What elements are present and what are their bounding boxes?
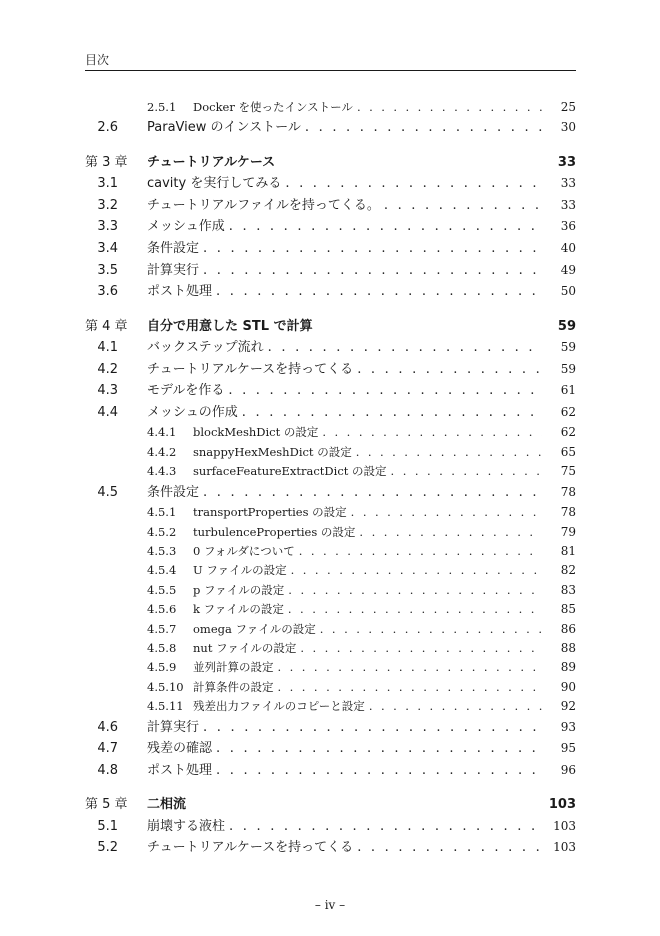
toc-entry-title: 残差出力ファイルのコピーと設定 [193, 699, 365, 714]
toc-entry-page: 103 [553, 818, 576, 833]
toc-entry-title: turbulenceProperties の設定 [193, 524, 356, 539]
toc-entry-number: 2.6 [97, 120, 118, 136]
dot-leader [216, 281, 542, 303]
toc-entry-number: 4.7 [97, 741, 118, 757]
toc-entry-title: ポスト処理 [147, 284, 213, 300]
toc-entry-page: 33 [560, 176, 576, 191]
toc-section-entry[interactable] [85, 359, 576, 381]
toc-entry-title: snappyHexMeshDict の設定 [193, 444, 352, 459]
toc-entry-page: 85 [560, 602, 576, 617]
toc-entry-title: surfaceFeatureExtractDict の設定 [193, 464, 387, 479]
toc-entry-page: 30 [560, 120, 576, 135]
toc-section-entry[interactable] [85, 816, 576, 838]
toc-entry-page: 82 [560, 563, 576, 578]
dot-leader [229, 216, 542, 238]
dot-leader [285, 173, 542, 195]
toc-entry-number: 4.5.7 [147, 621, 177, 636]
toc-section-entry[interactable] [85, 195, 576, 217]
toc-entry-page: 61 [560, 383, 576, 398]
dot-leader [320, 620, 542, 639]
toc-entry-page: 89 [560, 660, 576, 675]
toc-entry-number: 4.5.6 [147, 602, 177, 617]
toc-entry-title: ParaView のインストール [147, 120, 301, 136]
dot-leader [288, 581, 542, 600]
toc-entry-page: 90 [560, 679, 576, 694]
toc-entry-title: 計算実行 [147, 262, 200, 278]
toc-entry-title: チュートリアルファイルを持ってくる。 [147, 197, 380, 213]
toc-entry-page: 75 [560, 464, 576, 479]
dot-leader [300, 639, 542, 658]
chapter-gap [85, 139, 576, 152]
toc-section-entry[interactable] [85, 760, 576, 782]
toc-entry-title: cavity を実行してみる [147, 176, 282, 192]
toc-sub-entry[interactable] [85, 423, 576, 442]
toc-entry-title: チュートリアルケースを持ってくる [147, 840, 354, 856]
toc-section-entry[interactable] [85, 238, 576, 260]
toc-entry-title: メッシュの作成 [147, 404, 238, 420]
toc-entry-number: 第 5 章 [85, 797, 128, 813]
toc-entry-title: チュートリアルケース [147, 154, 276, 170]
dot-leader [228, 380, 542, 402]
dot-leader [242, 402, 542, 424]
toc-sub-entry[interactable] [85, 678, 576, 697]
dot-leader [288, 600, 542, 619]
toc-entry-number: 4.5.5 [147, 582, 177, 597]
toc-entry-title: 並列計算の設定 [193, 660, 274, 675]
toc-chapter-entry[interactable] [85, 152, 576, 174]
toc-entry-number: 4.5.11 [147, 699, 184, 714]
toc-entry-title: ポスト処理 [147, 762, 213, 778]
toc-entry-number: 4.4.3 [147, 464, 177, 479]
header-rule [85, 70, 576, 71]
toc-section-entry[interactable] [85, 402, 576, 424]
toc-entry-page: 49 [560, 262, 576, 277]
dot-leader [357, 98, 542, 117]
toc-entry-page: 62 [560, 425, 576, 440]
toc-entry-page: 92 [560, 699, 576, 714]
dot-leader [357, 837, 542, 859]
toc-chapter-entry[interactable] [85, 316, 576, 338]
toc-chapter-entry[interactable] [85, 794, 576, 816]
dot-leader [322, 423, 542, 442]
toc-entry-title: 条件設定 [147, 484, 200, 500]
page-number: – iv – [314, 898, 346, 912]
toc-entry-number: 第 3 章 [85, 154, 128, 170]
toc-entry-page: 78 [560, 505, 576, 520]
toc-entry-page: 59 [557, 318, 576, 334]
toc-entry-number: 2.5.1 [147, 100, 177, 114]
toc-entry-number: 3.3 [97, 219, 118, 235]
dot-leader [278, 678, 543, 697]
dot-leader [391, 462, 542, 481]
toc-sub-entry[interactable] [85, 503, 576, 522]
toc-sub-entry[interactable] [85, 697, 576, 716]
toc-entry-page: 62 [560, 404, 576, 419]
running-header: 目次 [85, 53, 110, 67]
toc-entry-page: 36 [560, 219, 576, 234]
toc-entry-page: 33 [560, 197, 576, 212]
toc-section-entry[interactable] [85, 717, 576, 739]
toc-entry-title: 崩壊する液柱 [147, 818, 226, 834]
toc-entry-number: 4.8 [97, 762, 118, 778]
dot-leader [203, 482, 542, 504]
dot-leader [291, 561, 542, 580]
toc-entry-title: blockMeshDict の設定 [193, 425, 319, 440]
toc-entry-number: 4.5.3 [147, 544, 177, 559]
toc-entry-page: 65 [560, 444, 576, 459]
toc-entry-page: 86 [560, 621, 576, 636]
toc-section-entry[interactable] [85, 837, 576, 859]
toc-entry-number: 4.1 [97, 340, 118, 356]
toc-sub-entry[interactable] [85, 620, 576, 639]
toc-entry-number: 4.4.1 [147, 425, 177, 440]
toc-entry-title: 二相流 [147, 797, 187, 813]
toc-entry-number: 4.3 [97, 383, 118, 399]
toc-entry-number: 3.5 [97, 262, 118, 278]
dot-leader [357, 359, 542, 381]
toc-sub-entry[interactable] [85, 542, 576, 561]
toc-sub-entry[interactable] [85, 462, 576, 481]
toc-entry-number: 4.5 [97, 484, 118, 500]
toc-sub-entry[interactable] [85, 561, 576, 580]
chapter-gap [85, 303, 576, 316]
toc-entry-number: 4.5.4 [147, 563, 177, 578]
toc-entry-title: チュートリアルケースを持ってくる [147, 361, 354, 377]
dot-leader [369, 697, 542, 716]
dot-leader [229, 816, 542, 838]
toc-sub-entry[interactable] [85, 443, 576, 462]
toc-sub-entry[interactable] [85, 98, 576, 117]
toc-entry-title: omega ファイルの設定 [193, 621, 316, 636]
toc-entry-title: 自分で用意した STL で計算 [147, 318, 313, 334]
toc-entry-title: メッシュ作成 [147, 219, 225, 235]
toc-entry-number: 4.2 [97, 361, 118, 377]
toc-section-entry[interactable] [85, 281, 576, 303]
toc-section-entry[interactable] [85, 117, 576, 139]
toc-entry-number: 4.4.2 [147, 444, 177, 459]
toc-entry-number: 3.4 [97, 241, 118, 257]
toc-entry-number: 第 4 章 [85, 318, 128, 334]
toc-entry-page: 93 [560, 719, 576, 734]
toc-entry-title: 0 フォルダについて [193, 544, 295, 559]
toc-entry-number: 4.4 [97, 404, 118, 420]
dot-leader [351, 503, 542, 522]
dot-leader [203, 260, 542, 282]
toc-section-entry[interactable] [85, 216, 576, 238]
toc-entry-number: 4.6 [97, 719, 118, 735]
dot-leader [305, 117, 542, 139]
toc-entry-page: 83 [560, 582, 576, 597]
toc-entry-number: 3.6 [97, 284, 118, 300]
dot-leader [299, 542, 542, 561]
toc-sub-entry[interactable] [85, 639, 576, 658]
dot-leader [203, 238, 542, 260]
dot-leader [384, 195, 542, 217]
toc-entry-title: 計算条件の設定 [193, 679, 274, 694]
toc-sub-entry[interactable] [85, 581, 576, 600]
toc-entry-number: 4.5.8 [147, 640, 177, 655]
toc-section-entry[interactable] [85, 738, 576, 760]
toc-entry-page: 103 [548, 797, 576, 813]
toc-section-entry[interactable] [85, 482, 576, 504]
dot-leader [268, 337, 542, 359]
toc-entry-page: 59 [560, 340, 576, 355]
toc-entry-page: 40 [560, 241, 576, 256]
toc-entry-page: 88 [560, 640, 576, 655]
toc-entry-title: nut ファイルの設定 [193, 640, 297, 655]
toc-entry-title: 計算実行 [147, 719, 200, 735]
toc-sub-entry[interactable] [85, 658, 576, 677]
toc-entry-page: 50 [560, 284, 576, 299]
toc-section-entry[interactable] [85, 337, 576, 359]
toc-entry-title: transportProperties の設定 [193, 505, 347, 520]
toc-entry-number: 5.1 [97, 818, 118, 834]
toc-entry-number: 4.5.1 [147, 505, 177, 520]
chapter-gap [85, 781, 576, 794]
toc-entry-title: Docker を使ったインストール [193, 100, 353, 114]
toc-entry-page: 59 [560, 361, 576, 376]
table-of-contents [85, 98, 576, 859]
toc-sub-entry[interactable] [85, 600, 576, 619]
toc-entry-title: モデルを作る [147, 383, 225, 399]
toc-entry-page: 103 [553, 840, 576, 855]
toc-entry-title: p ファイルの設定 [193, 582, 285, 597]
toc-entry-page: 33 [557, 154, 576, 170]
toc-section-entry[interactable] [85, 260, 576, 282]
toc-entry-page: 96 [560, 762, 576, 777]
toc-entry-number: 4.5.9 [147, 660, 177, 675]
toc-section-entry[interactable] [85, 380, 576, 402]
toc-entry-page: 78 [560, 484, 576, 499]
dot-leader [278, 658, 543, 677]
toc-sub-entry[interactable] [85, 523, 576, 542]
dot-leader [359, 523, 542, 542]
toc-entry-title: k ファイルの設定 [193, 602, 284, 617]
toc-entry-number: 3.2 [97, 197, 118, 213]
toc-section-entry[interactable] [85, 173, 576, 195]
toc-entry-page: 81 [560, 544, 576, 559]
toc-entry-title: U ファイルの設定 [193, 563, 287, 578]
toc-entry-number: 4.5.2 [147, 524, 177, 539]
dot-leader [203, 717, 542, 739]
dot-leader [216, 760, 542, 782]
toc-entry-title: 条件設定 [147, 241, 200, 257]
toc-entry-title: バックステップ流れ [147, 340, 264, 356]
toc-entry-page: 95 [560, 741, 576, 756]
dot-leader [356, 443, 542, 462]
toc-entry-number: 3.1 [97, 176, 118, 192]
toc-entry-number: 5.2 [97, 840, 118, 856]
toc-entry-page: 25 [560, 100, 576, 114]
toc-entry-number: 4.5.10 [147, 679, 184, 694]
toc-entry-page: 79 [560, 524, 576, 539]
dot-leader [216, 738, 542, 760]
toc-entry-title: 残差の確認 [147, 741, 213, 757]
